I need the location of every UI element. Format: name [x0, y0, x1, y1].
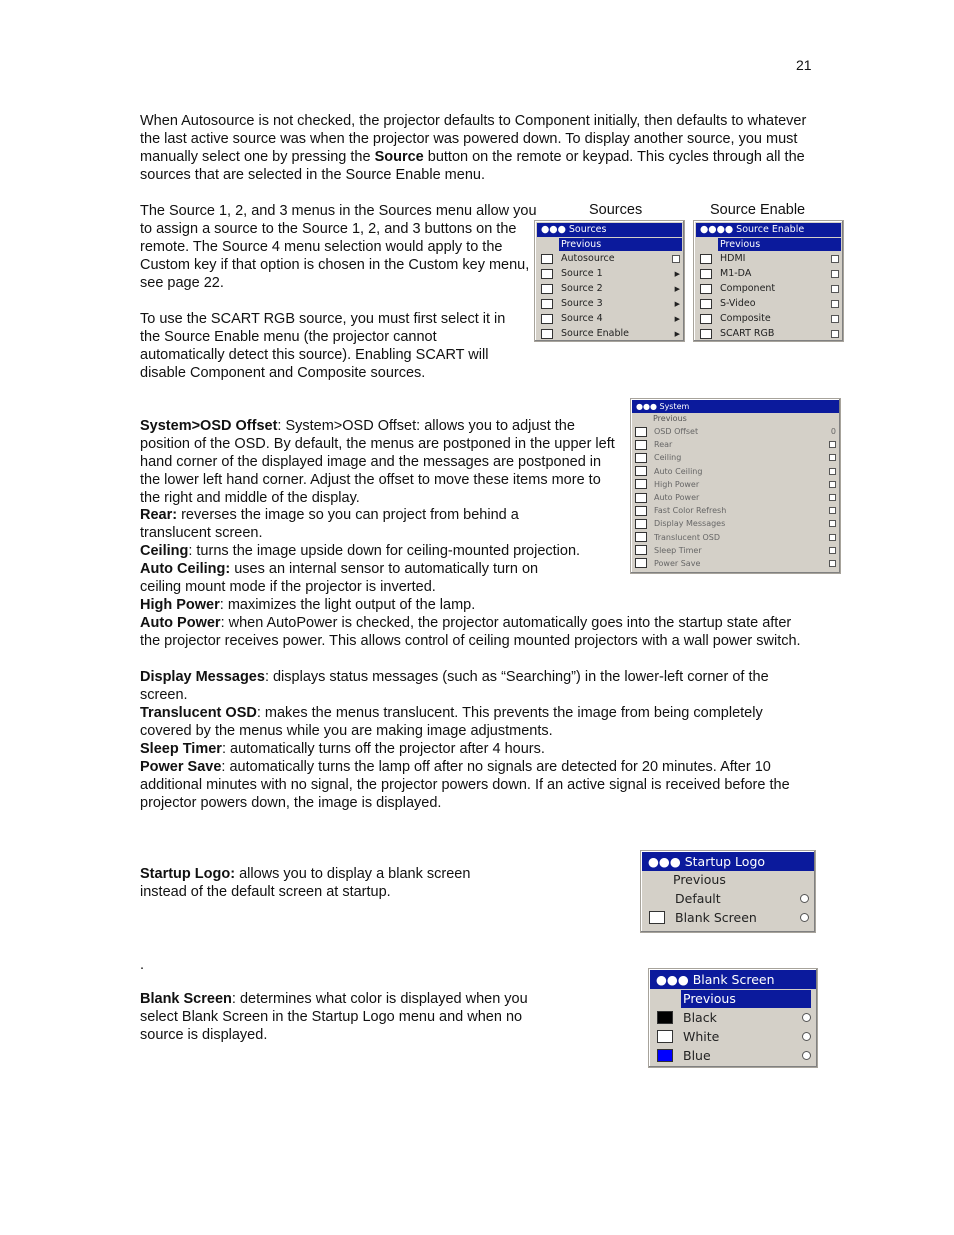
paragraph-startup-logo: Startup Logo: allows you to display a blank screen instead of the default screen at startup.: [140, 866, 471, 900]
source-enable-menu-heading: Source Enable: [710, 202, 806, 218]
submenu-arrow-icon: ▶: [674, 269, 680, 278]
system-item-auto-ceiling[interactable]: Auto Ceiling: [631, 465, 840, 478]
high-power-icon: [635, 479, 647, 489]
definition-osd-offset: System>OSD Offset: System>OSD Offset: allows you to adjust the position of the OSD. By default, the menus are postponed in the upper left hand corner of the displayed image and the messages are postponed in the lower left hand corner. Adjust the offset to move these items more to the right and middle of the display.: [140, 418, 615, 506]
startup-logo-menu: [640, 850, 816, 933]
component-icon: [700, 284, 712, 294]
scart-rgb-icon: [700, 329, 712, 339]
blue-radio[interactable]: [802, 1051, 811, 1060]
source-enable-item-scart-rgb[interactable]: SCART RGB: [694, 326, 843, 341]
default-radio[interactable]: [800, 894, 809, 903]
source-enable-icon: [541, 329, 553, 339]
high-power-checkbox[interactable]: [829, 481, 836, 488]
auto-power-checkbox[interactable]: [829, 494, 836, 501]
system-menu-title: ●●● System: [632, 400, 839, 413]
sources-item-source-4[interactable]: Source 4 ▶: [535, 311, 684, 326]
source-enable-item-s-video[interactable]: S-Video: [694, 296, 843, 311]
definition-sleep-timer: Sleep Timer: automatically turns off the projector after 4 hours.: [140, 741, 545, 757]
blank-screen-menu-title: ●●● Blank Screen: [650, 970, 816, 989]
source-3-icon: [541, 299, 553, 309]
definition-translucent-osd: Translucent OSD: makes the menus translucent. This prevents the image from being completely covered by the menus while you are making image adjustments.: [140, 705, 763, 739]
blank-screen-menu: [648, 968, 818, 1068]
source-2-icon: [541, 284, 553, 294]
power-save-icon: [635, 558, 647, 568]
source-enable-menu: [693, 220, 844, 342]
scart-rgb-checkbox[interactable]: [831, 330, 839, 338]
definition-rear: Rear: reverses the image so you can project from behind a translucent screen.: [140, 507, 519, 541]
sources-menu-heading: Sources: [589, 202, 643, 218]
definition-power-save: Power Save: automatically turns the lamp off after no signals are detected for 20 minutes. After 10 additional minutes with no signal, the projector powers down. If an active signal is received before the projector powers down, the image is displayed.: [140, 759, 790, 811]
system-item-auto-power[interactable]: Auto Power: [631, 491, 840, 504]
system-item-fast-color-refresh[interactable]: Fast Color Refresh: [631, 504, 840, 517]
osd-offset-icon: [635, 427, 647, 437]
autosource-icon: [541, 254, 553, 264]
blue-swatch-icon: [657, 1049, 673, 1062]
definition-ceiling: Ceiling: turns the image upside down for ceiling-mounted projection.: [140, 543, 581, 559]
startup-logo-menu-title: ●●● Startup Logo: [642, 852, 814, 871]
s-video-icon: [700, 299, 712, 309]
black-radio[interactable]: [802, 1013, 811, 1022]
submenu-arrow-icon: ▶: [674, 299, 680, 308]
source-4-icon: [541, 314, 553, 324]
auto-power-icon: [635, 493, 647, 503]
osd-offset-value: 0: [830, 427, 836, 437]
hdmi-checkbox[interactable]: [831, 255, 839, 263]
source-enable-item-m1-da[interactable]: M1-DA: [694, 266, 843, 281]
composite-checkbox[interactable]: [831, 315, 839, 323]
m1-da-icon: [700, 269, 712, 279]
definition-high-power: High Power: maximizes the light output of the lamp.: [140, 597, 476, 613]
m1-da-checkbox[interactable]: [831, 270, 839, 278]
source-enable-menu-title: ●●●● Source Enable: [696, 223, 841, 237]
sleep-timer-checkbox[interactable]: [829, 547, 836, 554]
system-item-display-messages[interactable]: Display Messages: [631, 517, 840, 530]
definition-auto-power: Auto Power: when AutoPower is checked, the projector automatically goes into the startup state after the projector receives power. This allows control of ceiling mounted projectors with a wall power switch.: [140, 615, 801, 649]
definition-display-messages: Display Messages: displays status messages (such as “Searching”) in the lower-left corner of the screen.: [140, 669, 769, 703]
auto-ceiling-checkbox[interactable]: [829, 468, 836, 475]
s-video-checkbox[interactable]: [831, 300, 839, 308]
display-messages-checkbox[interactable]: [829, 520, 836, 527]
system-item-power-save[interactable]: Power Save: [631, 557, 840, 570]
power-save-checkbox[interactable]: [829, 560, 836, 567]
composite-icon: [700, 314, 712, 324]
submenu-arrow-icon: ▶: [674, 329, 680, 338]
source-enable-item-composite[interactable]: Composite: [694, 311, 843, 326]
blank-screen-item-black[interactable]: Black: [649, 1008, 817, 1027]
submenu-arrow-icon: ▶: [674, 314, 680, 323]
blank-screen-previous-item[interactable]: Previous: [681, 990, 811, 1008]
component-checkbox[interactable]: [831, 285, 839, 293]
translucent-osd-icon: [635, 532, 647, 542]
hdmi-icon: [700, 254, 712, 264]
fast-color-refresh-checkbox[interactable]: [829, 507, 836, 514]
black-swatch-icon: [657, 1011, 673, 1024]
paragraph-autosource: When Autosource is not checked, the projector defaults to Component initially, then defaults to whatever the last active source was when the projector was powered down. To display another source, you must manually select one by pressing the Source button on the remote or keypad. This cycles through all the sources that are selected in the Source Enable menu.: [140, 113, 807, 183]
source-enable-item-component[interactable]: Component: [694, 281, 843, 296]
source-enable-previous-item[interactable]: Previous: [718, 238, 841, 251]
rear-checkbox[interactable]: [829, 441, 836, 448]
ceiling-checkbox[interactable]: [829, 454, 836, 461]
display-messages-icon: [635, 519, 647, 529]
sources-item-source-1[interactable]: Source 1 ▶: [535, 266, 684, 281]
sources-item-source-2[interactable]: Source 2 ▶: [535, 281, 684, 296]
sources-item-autosource[interactable]: Autosource: [535, 251, 684, 266]
blank-screen-item-white[interactable]: White: [649, 1027, 817, 1046]
blank-screen-item-blue[interactable]: Blue: [649, 1046, 817, 1065]
white-swatch-icon: [657, 1030, 673, 1043]
blank-screen-icon: [649, 911, 665, 924]
translucent-osd-checkbox[interactable]: [829, 534, 836, 541]
paragraph-scart: To use the SCART RGB source, you must first select it in the Source Enable menu (the projector cannot automatically detect this source). Enabling SCART will disable Component and Composite sources.: [140, 311, 506, 381]
system-menu: [630, 398, 841, 574]
system-item-ceiling[interactable]: Ceiling: [631, 451, 840, 464]
sources-item-source-enable[interactable]: Source Enable ▶: [535, 326, 684, 341]
rear-icon: [635, 440, 647, 450]
ceiling-icon: [635, 453, 647, 463]
sources-item-source-3[interactable]: Source 3 ▶: [535, 296, 684, 311]
sources-menu-title: ●●● Sources: [537, 223, 682, 237]
sources-menu: [534, 220, 685, 342]
paragraph-blank-screen: Blank Screen: determines what color is displayed when you select Blank Screen in the Startup Logo menu and when no source is displayed.: [140, 991, 528, 1043]
blank-screen-radio[interactable]: [800, 913, 809, 922]
logo-icon: [649, 892, 665, 905]
submenu-arrow-icon: ▶: [674, 284, 680, 293]
startup-logo-previous-item[interactable]: Previous: [673, 872, 726, 887]
autosource-checkbox[interactable]: [672, 255, 680, 263]
stray-dot: .: [140, 957, 145, 973]
source-enable-item-hdmi[interactable]: HDMI: [694, 251, 843, 266]
white-radio[interactable]: [802, 1032, 811, 1041]
startup-logo-item-default[interactable]: Default: [641, 889, 815, 908]
sources-previous-item[interactable]: Previous: [559, 238, 682, 251]
system-item-osd-offset[interactable]: OSD Offset 0: [631, 425, 840, 438]
sleep-timer-icon: [635, 545, 647, 555]
fast-color-refresh-icon: [635, 506, 647, 516]
page-number: 21: [796, 57, 812, 73]
system-previous-item[interactable]: Previous: [653, 414, 687, 423]
definition-auto-ceiling: Auto Ceiling: uses an internal sensor to automatically turn on ceiling mount mode if the projector is inverted.: [140, 561, 539, 595]
system-item-sleep-timer[interactable]: Sleep Timer: [631, 544, 840, 557]
system-item-translucent-osd[interactable]: Translucent OSD: [631, 531, 840, 544]
paragraph-source-buttons: The Source 1, 2, and 3 menus in the Sources menu allow you to assign a source to the Source 1, 2, and 3 buttons on the remote. The Source 4 menu selection would apply to the Custom key if that option is chosen in the Custom key menu, see page 22.: [140, 203, 537, 291]
system-item-rear[interactable]: Rear: [631, 438, 840, 451]
source-1-icon: [541, 269, 553, 279]
startup-logo-item-blank-screen[interactable]: Blank Screen: [641, 908, 815, 927]
system-item-high-power[interactable]: High Power: [631, 478, 840, 491]
auto-ceiling-icon: [635, 466, 647, 476]
